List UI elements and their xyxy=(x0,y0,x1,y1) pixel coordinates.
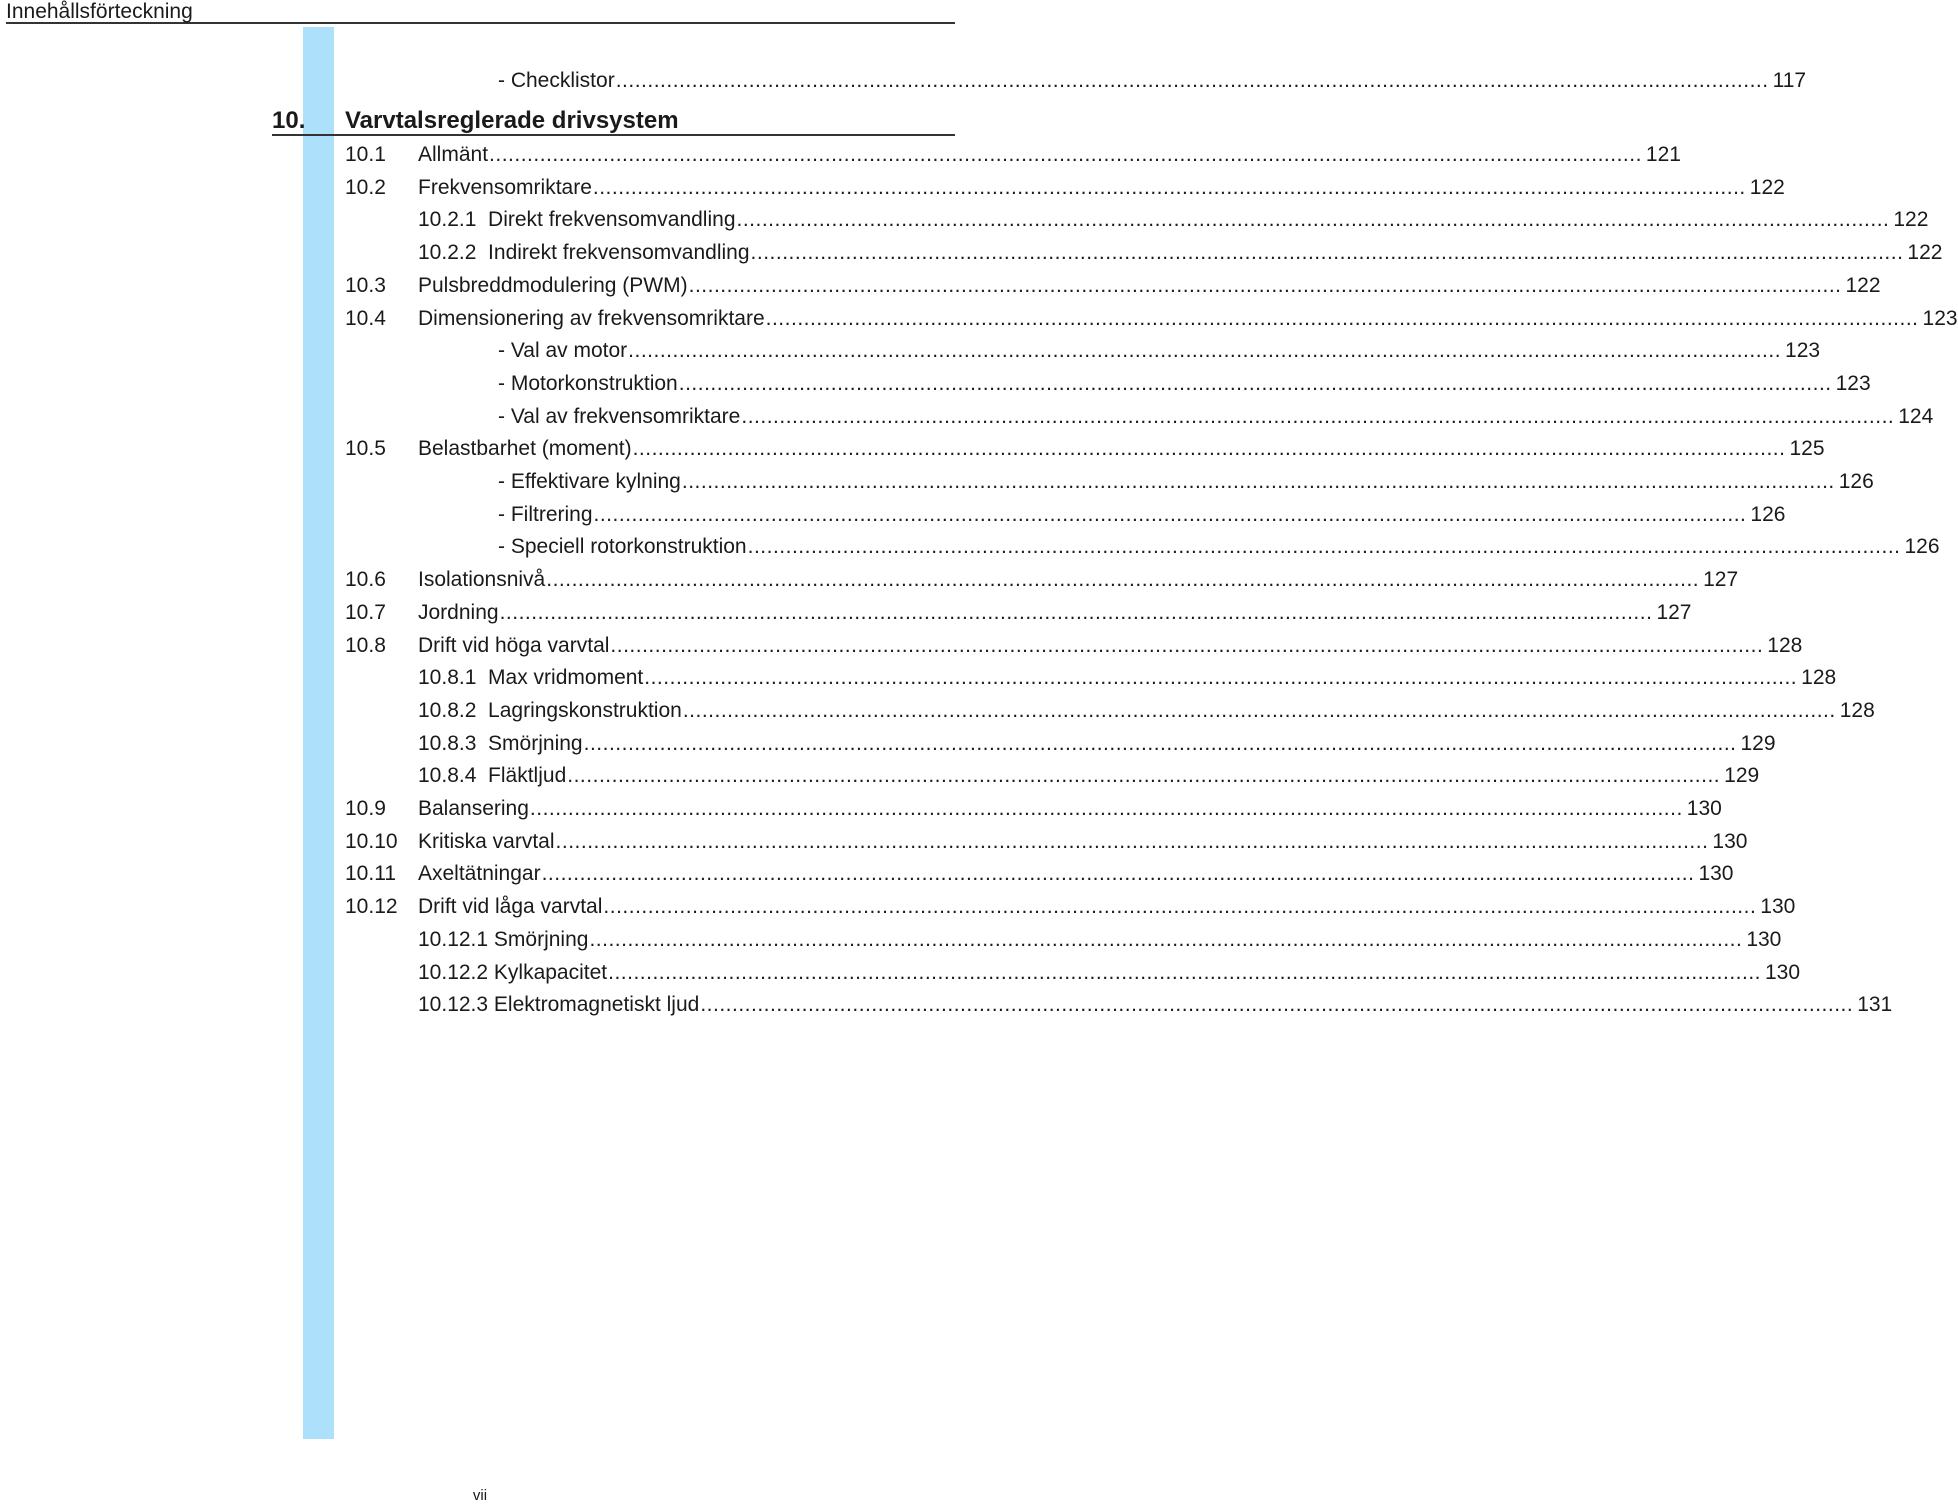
dot-leader: ...................................................................................................................................................................................... xyxy=(546,568,1700,591)
toc-entry-page: 122 xyxy=(1907,241,1943,264)
toc-entry-page: 130 xyxy=(1765,961,1801,984)
toc-entry[interactable] xyxy=(345,338,1821,364)
dot-leader: ...................................................................................................................................................................................... xyxy=(682,699,1836,722)
toc-entry-body xyxy=(418,436,1825,462)
toc-entry[interactable] xyxy=(345,273,1881,299)
toc-entry-number: 10.2 xyxy=(345,176,386,199)
toc-entry-body xyxy=(418,240,1943,266)
dot-leader: ...................................................................................................................................................................................... xyxy=(765,307,1919,330)
toc-entry-body xyxy=(418,175,1785,201)
toc-entry-label: 10.12.1 Smörjning xyxy=(418,928,589,951)
toc-entry-label: Belastbarhet (moment) xyxy=(418,437,632,460)
toc-entry-page: 128 xyxy=(1801,666,1837,689)
toc-entry-page: 131 xyxy=(1857,993,1893,1016)
toc-entry[interactable] xyxy=(345,469,1874,495)
toc-entry-label: - Motorkonstruktion xyxy=(498,372,678,395)
toc-entry[interactable] xyxy=(345,927,1782,953)
dot-leader: ...................................................................................................................................................................................... xyxy=(678,372,1832,395)
toc-entry-page: 125 xyxy=(1789,437,1825,460)
toc-entry-label: - Val av frekvensomriktare xyxy=(498,405,741,428)
toc-entry-page: 130 xyxy=(1746,928,1782,951)
toc-entry-body xyxy=(418,796,1722,822)
toc-entry-body xyxy=(418,992,1893,1018)
toc-entry-number: 10.4 xyxy=(345,307,386,330)
toc-entry-number: 10.1 xyxy=(345,143,386,166)
toc-entry-body xyxy=(418,633,1803,659)
dot-leader: ...................................................................................................................................................................................... xyxy=(628,339,1782,362)
chapter-number: 10. xyxy=(272,107,306,134)
toc-entry-number: 10.10 xyxy=(345,830,398,853)
toc-entry-page: 124 xyxy=(1898,405,1934,428)
toc-entry-label: 10.8.4 Fläktljud xyxy=(418,764,567,787)
toc-entry-body xyxy=(498,371,1871,397)
toc-entry-page: 126 xyxy=(1904,535,1940,558)
toc-entry-body xyxy=(418,273,1881,299)
toc-entry-label: 10.2.1 Direkt frekvensomvandling xyxy=(418,208,736,231)
toc-entry-number: 10.3 xyxy=(345,274,386,297)
toc-entry[interactable] xyxy=(345,960,1801,986)
dot-leader: ...................................................................................................................................................................................... xyxy=(583,732,1737,755)
toc-entry[interactable] xyxy=(345,796,1722,822)
toc-entry-label: - Filtrering xyxy=(498,503,593,526)
toc-entry-label: Axeltätningar xyxy=(418,862,541,885)
dot-leader: ...................................................................................................................................................................................... xyxy=(529,797,1683,820)
toc-entry[interactable] xyxy=(345,600,1692,626)
dot-leader: ...................................................................................................................................................................................... xyxy=(603,895,1757,918)
dot-leader: ...................................................................................................................................................................................... xyxy=(555,830,1709,853)
toc-entry-page: 129 xyxy=(1740,732,1776,755)
dot-leader: ...................................................................................................................................................................................... xyxy=(747,535,1901,558)
dot-leader: ...................................................................................................................................................................................... xyxy=(681,470,1835,493)
page-header-title: Innehållsförteckning xyxy=(6,0,193,23)
toc-entry-label: Dimensionering av frekvensomriktare xyxy=(418,307,765,330)
toc-entry-body xyxy=(498,469,1874,495)
toc-entry-body xyxy=(498,404,1934,430)
toc-entry-number: 10.11 xyxy=(345,862,396,885)
toc-entry[interactable] xyxy=(345,894,1796,920)
chapter-title: Varvtalsreglerade drivsystem xyxy=(345,107,679,134)
toc-entry-page: 121 xyxy=(1645,143,1681,166)
toc-entry-label: - Val av motor xyxy=(498,339,628,362)
toc-entry[interactable] xyxy=(345,207,1929,233)
toc-entry[interactable] xyxy=(345,436,1825,462)
toc-entry-label: Kritiska varvtal xyxy=(418,830,555,853)
toc-entry-body xyxy=(418,600,1692,626)
toc-entry[interactable] xyxy=(345,698,1875,724)
toc-entry-body xyxy=(498,502,1786,528)
toc-entry-page: 117 xyxy=(1772,69,1807,92)
dot-leader: ...................................................................................................................................................................................... xyxy=(499,601,1653,624)
dot-leader: ...................................................................................................................................................................................... xyxy=(632,437,1786,460)
toc-entry-body xyxy=(418,894,1796,920)
toc-entry[interactable] xyxy=(345,731,1776,757)
toc-entry-page: 123 xyxy=(1835,372,1871,395)
dot-leader: ...................................................................................................................................................................................... xyxy=(567,764,1721,787)
toc-entry-label: Pulsbreddmodulering (PWM) xyxy=(418,274,688,297)
toc-entry[interactable] xyxy=(345,567,1739,593)
chapter-heading[interactable] xyxy=(272,108,955,136)
toc-entry[interactable] xyxy=(345,142,1681,168)
toc-entry-label: - Effektivare kylning xyxy=(498,470,681,493)
toc-entry-body xyxy=(418,665,1837,691)
toc-entry-page: 128 xyxy=(1767,634,1803,657)
toc-entry[interactable] xyxy=(345,404,1934,430)
toc-entry-body xyxy=(418,960,1801,986)
toc-entry-body xyxy=(418,207,1929,233)
toc-entry-body xyxy=(498,534,1940,560)
toc-entry-body xyxy=(498,338,1821,364)
toc-entry[interactable] xyxy=(345,861,1734,887)
toc-entry-page: 130 xyxy=(1760,895,1796,918)
toc-entry-label: Frekvensomriktare xyxy=(418,176,592,199)
toc-entry-label: Jordning xyxy=(418,601,499,624)
toc-entry[interactable] xyxy=(345,502,1786,528)
dot-leader: ...................................................................................................................................................................................... xyxy=(610,634,1764,657)
toc-entry-label: Balansering xyxy=(418,797,529,820)
toc-entry-body xyxy=(418,829,1748,855)
toc-entry[interactable] xyxy=(345,633,1803,659)
toc-entry[interactable] xyxy=(345,992,1893,1018)
toc-entry[interactable] xyxy=(345,829,1748,855)
toc-entry-body xyxy=(418,763,1760,789)
toc-entry-label: 10.8.1 Max vridmoment xyxy=(418,666,644,689)
toc-entry-number: 10.8 xyxy=(345,634,386,657)
toc-entry-body xyxy=(418,567,1739,593)
dot-leader: ...................................................................................................................................................................................... xyxy=(750,241,1904,264)
dot-leader: ...................................................................................................................................................................................... xyxy=(736,208,1890,231)
toc-entry-page: 130 xyxy=(1698,862,1734,885)
toc-entry-label: 10.12.3 Elektromagnetiskt ljud xyxy=(418,993,700,1016)
dot-leader: ...................................................................................................................................................................................... xyxy=(608,961,1761,984)
toc-entry-body xyxy=(418,142,1681,168)
toc-entry-body xyxy=(418,306,1958,332)
dot-leader: ...................................................................................................................................................................................... xyxy=(593,503,1747,526)
toc-entry-body xyxy=(498,68,1807,94)
toc-entry-label: 10.8.3 Smörjning xyxy=(418,732,583,755)
toc-entry-page: 122 xyxy=(1845,274,1881,297)
dot-leader: ...................................................................................................................................................................................... xyxy=(644,666,1798,689)
toc-entry-number: 10.7 xyxy=(345,601,386,624)
toc-entry-page: 130 xyxy=(1712,830,1748,853)
toc-entry[interactable] xyxy=(345,240,1943,266)
dot-leader: ...................................................................................................................................................................................... xyxy=(688,274,1842,297)
dot-leader: ...................................................................................................................................................................................... xyxy=(615,69,1769,92)
toc-entry[interactable] xyxy=(345,306,1958,332)
toc-entry-label: Isolationsnivå xyxy=(418,568,546,591)
decorative-side-band xyxy=(303,27,334,1439)
toc-entry-page: 130 xyxy=(1686,797,1722,820)
toc-entry-page: 129 xyxy=(1724,764,1760,787)
toc-entry-page: 127 xyxy=(1656,601,1692,624)
toc-entry-label: 10.12.2 Kylkapacitet xyxy=(418,961,608,984)
toc-entry-page: 126 xyxy=(1750,503,1786,526)
page-number: vii xyxy=(472,1487,488,1504)
toc-entry-page: 126 xyxy=(1838,470,1874,493)
toc-entry[interactable] xyxy=(345,665,1837,691)
toc-entry-number: 10.6 xyxy=(345,568,386,591)
dot-leader: ...................................................................................................................................................................................... xyxy=(489,143,1642,166)
toc-entry-label: Drift vid låga varvtal xyxy=(418,895,603,918)
toc-entry[interactable] xyxy=(345,763,1760,789)
toc-entry-body xyxy=(418,861,1734,887)
dot-leader: ...................................................................................................................................................................................... xyxy=(592,176,1746,199)
toc-entry-body xyxy=(418,927,1782,953)
page-header xyxy=(6,0,955,24)
dot-leader: ...................................................................................................................................................................................... xyxy=(589,928,1743,951)
dot-leader: ...................................................................................................................................................................................... xyxy=(541,862,1695,885)
toc-entry-label: 10.2.2 Indirekt frekvensomvandling xyxy=(418,241,750,264)
toc-entry-page: 127 xyxy=(1703,568,1739,591)
toc-entry-page: 122 xyxy=(1893,208,1929,231)
toc-entry-body xyxy=(418,731,1776,757)
toc-entry-number: 10.12 xyxy=(345,895,398,918)
toc-entry-number: 10.9 xyxy=(345,797,386,820)
toc-entry-label: Drift vid höga varvtal xyxy=(418,634,610,657)
toc-entry-label: 10.8.2 Lagringskonstruktion xyxy=(418,699,682,722)
toc-entry-number: 10.5 xyxy=(345,437,386,460)
toc-entry[interactable] xyxy=(345,371,1871,397)
dot-leader: ...................................................................................................................................................................................... xyxy=(741,405,1895,428)
toc-entry[interactable] xyxy=(345,175,1785,201)
toc-entry-page: 128 xyxy=(1839,699,1875,722)
dot-leader: ...................................................................................................................................................................................... xyxy=(700,993,1854,1016)
toc-entry-body xyxy=(418,698,1875,724)
toc-entry-checklistor[interactable] xyxy=(498,68,1807,94)
toc-entry[interactable] xyxy=(345,534,1940,560)
toc-entry-page: 123 xyxy=(1785,339,1821,362)
toc-entry-label: Allmänt xyxy=(418,143,489,166)
toc-entry-label: - Speciell rotorkonstruktion xyxy=(498,535,747,558)
toc-entry-page: 122 xyxy=(1749,176,1785,199)
toc-entry-label: - Checklistor xyxy=(498,69,615,92)
toc-entry-page: 123 xyxy=(1922,307,1958,330)
